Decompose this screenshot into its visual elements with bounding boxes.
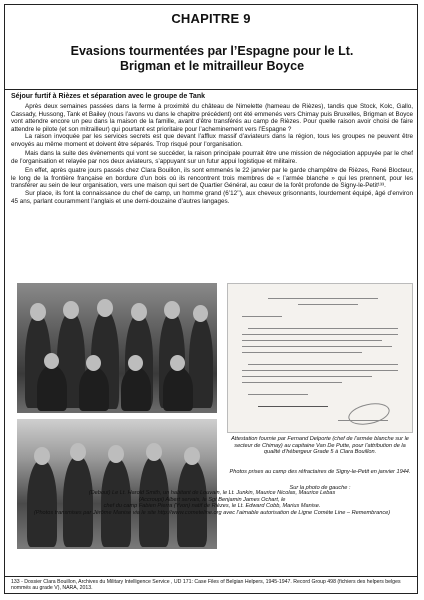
document-caption: Attestation fournie par Fernand Delporte (chef de l’armée blanche sur le secteur de Chimay) au capitaine Van De Putte, pour l’attribution de la qualité d’hébergeur Grade 5 à Clara Bouillon. <box>231 436 409 456</box>
paragraph: En effet, après quatre jours passés chez Clara Bouillon, ils sont emmenés le 22 janvier par le garde champêtre de Rièzes, René Blocteur, le long de la frontière française en bordure d’un bois où ils rencontrent trois membres de « l’armée blanche » qui les prennent, pour les transférer au sein de leur organisation, vers une maison qui sert de Quartier Général, au cœur de la forêt profonde de Signy-le-Petit¹³³. <box>11 167 413 190</box>
paragraph: Mais dans la suite des évènements qui vont se succéder, la raison principale pourrait être une mission de négociation appuyée par le chef de l’organisation et relayée par nos deux aviateurs, s’appuyant sur un futur appui logistique et militaire. <box>11 150 413 165</box>
body-text <box>11 103 413 205</box>
photo-people-caption <box>13 490 411 517</box>
title-divider <box>5 89 417 90</box>
caption-line: chef du camp Fabien Pierra (Yvon) natif de Rièzes, le Lt. Edward Cobb, Marius Manise. <box>103 503 321 510</box>
paragraph: Sur place, ils font la connaissance du chef de camp, un homme grand (6’12’’), aux cheveux grisonnants, lourdement équipé, âgé d’environ 45 ans, parlant couramment l’anglais et une demi-douzaine d’autres langages. <box>11 190 413 205</box>
photos-caption-sub: Sur la photo de gauche : <box>289 485 351 491</box>
paragraph: Après deux semaines passées dans la ferme à proximité du château de Nimelette (hameau de Rièzes), tandis que Stock, Kolc, Gallo, Cassady, Hussong, Tank et Bailey (nous l’avons vu dans le chapitre précédent) ont été emmenés vers Chimay puis Bruxelles, Brigman et Boyce vont attendre encore un peu dans la maison de la famille, avant d’être transférés au camp de Rièzes. Pour quelle raison avoir choisi de faire attendre le pilote (et son mitrailleur) qui pourtant est prioritaire pour l’acheminement vers l’Espagne ? <box>11 103 413 133</box>
photos-caption: Photos prises au camp des réfractaires de Signy-le-Petit en janvier 1944. <box>229 469 411 475</box>
title-line-2: Brigman et le mitrailleur Boyce <box>119 59 305 73</box>
attestation-document-image <box>227 283 413 433</box>
group-photo-1 <box>17 283 217 413</box>
chapter-heading: CHAPITRE 9 <box>171 11 251 26</box>
section-heading: Séjour furtif à Rièzes et séparation avec le groupe de Tank <box>11 93 205 100</box>
paragraph: La raison invoquée par les services secrets est que devant l’afflux massif d’aviateurs dans la région, tous les groupes ne peuvent être envoyés au même moment et doivent être séparés. Trop risqué pour l’organisation. <box>11 133 413 148</box>
group-photo-2 <box>17 419 217 549</box>
page <box>4 4 418 594</box>
caption-line: (Photos transmises par Jérôme Manise via le site http://www.cometeline.org avec l’aimable autorisation de Ligne Comète Line – Remembrance) <box>33 510 391 517</box>
caption-line: (Accroupi) Albert servais, le Sgt Benjamin James Ochart, le <box>138 496 286 503</box>
chapter-title <box>13 44 411 74</box>
footnote-divider <box>5 576 417 577</box>
caption-line: (Debout) Le Lt. Harold Smith, un habitant de Louvain, le Lt. Junkin, Maurice Nicolas, Maurice Lebas <box>88 490 336 496</box>
title-line-1: Evasions tourmentées par l’Espagne pour le Lt. <box>70 44 354 58</box>
footnote: 133 - Dossier Clara Bouillon, Archives du Military Intelligence Service , UD 171: Case Files of Belgian Helpers, 1945-1947. Record Group 498 (fichiers des helpers belges nommés au grade V), NARA, 2013. <box>11 579 401 592</box>
